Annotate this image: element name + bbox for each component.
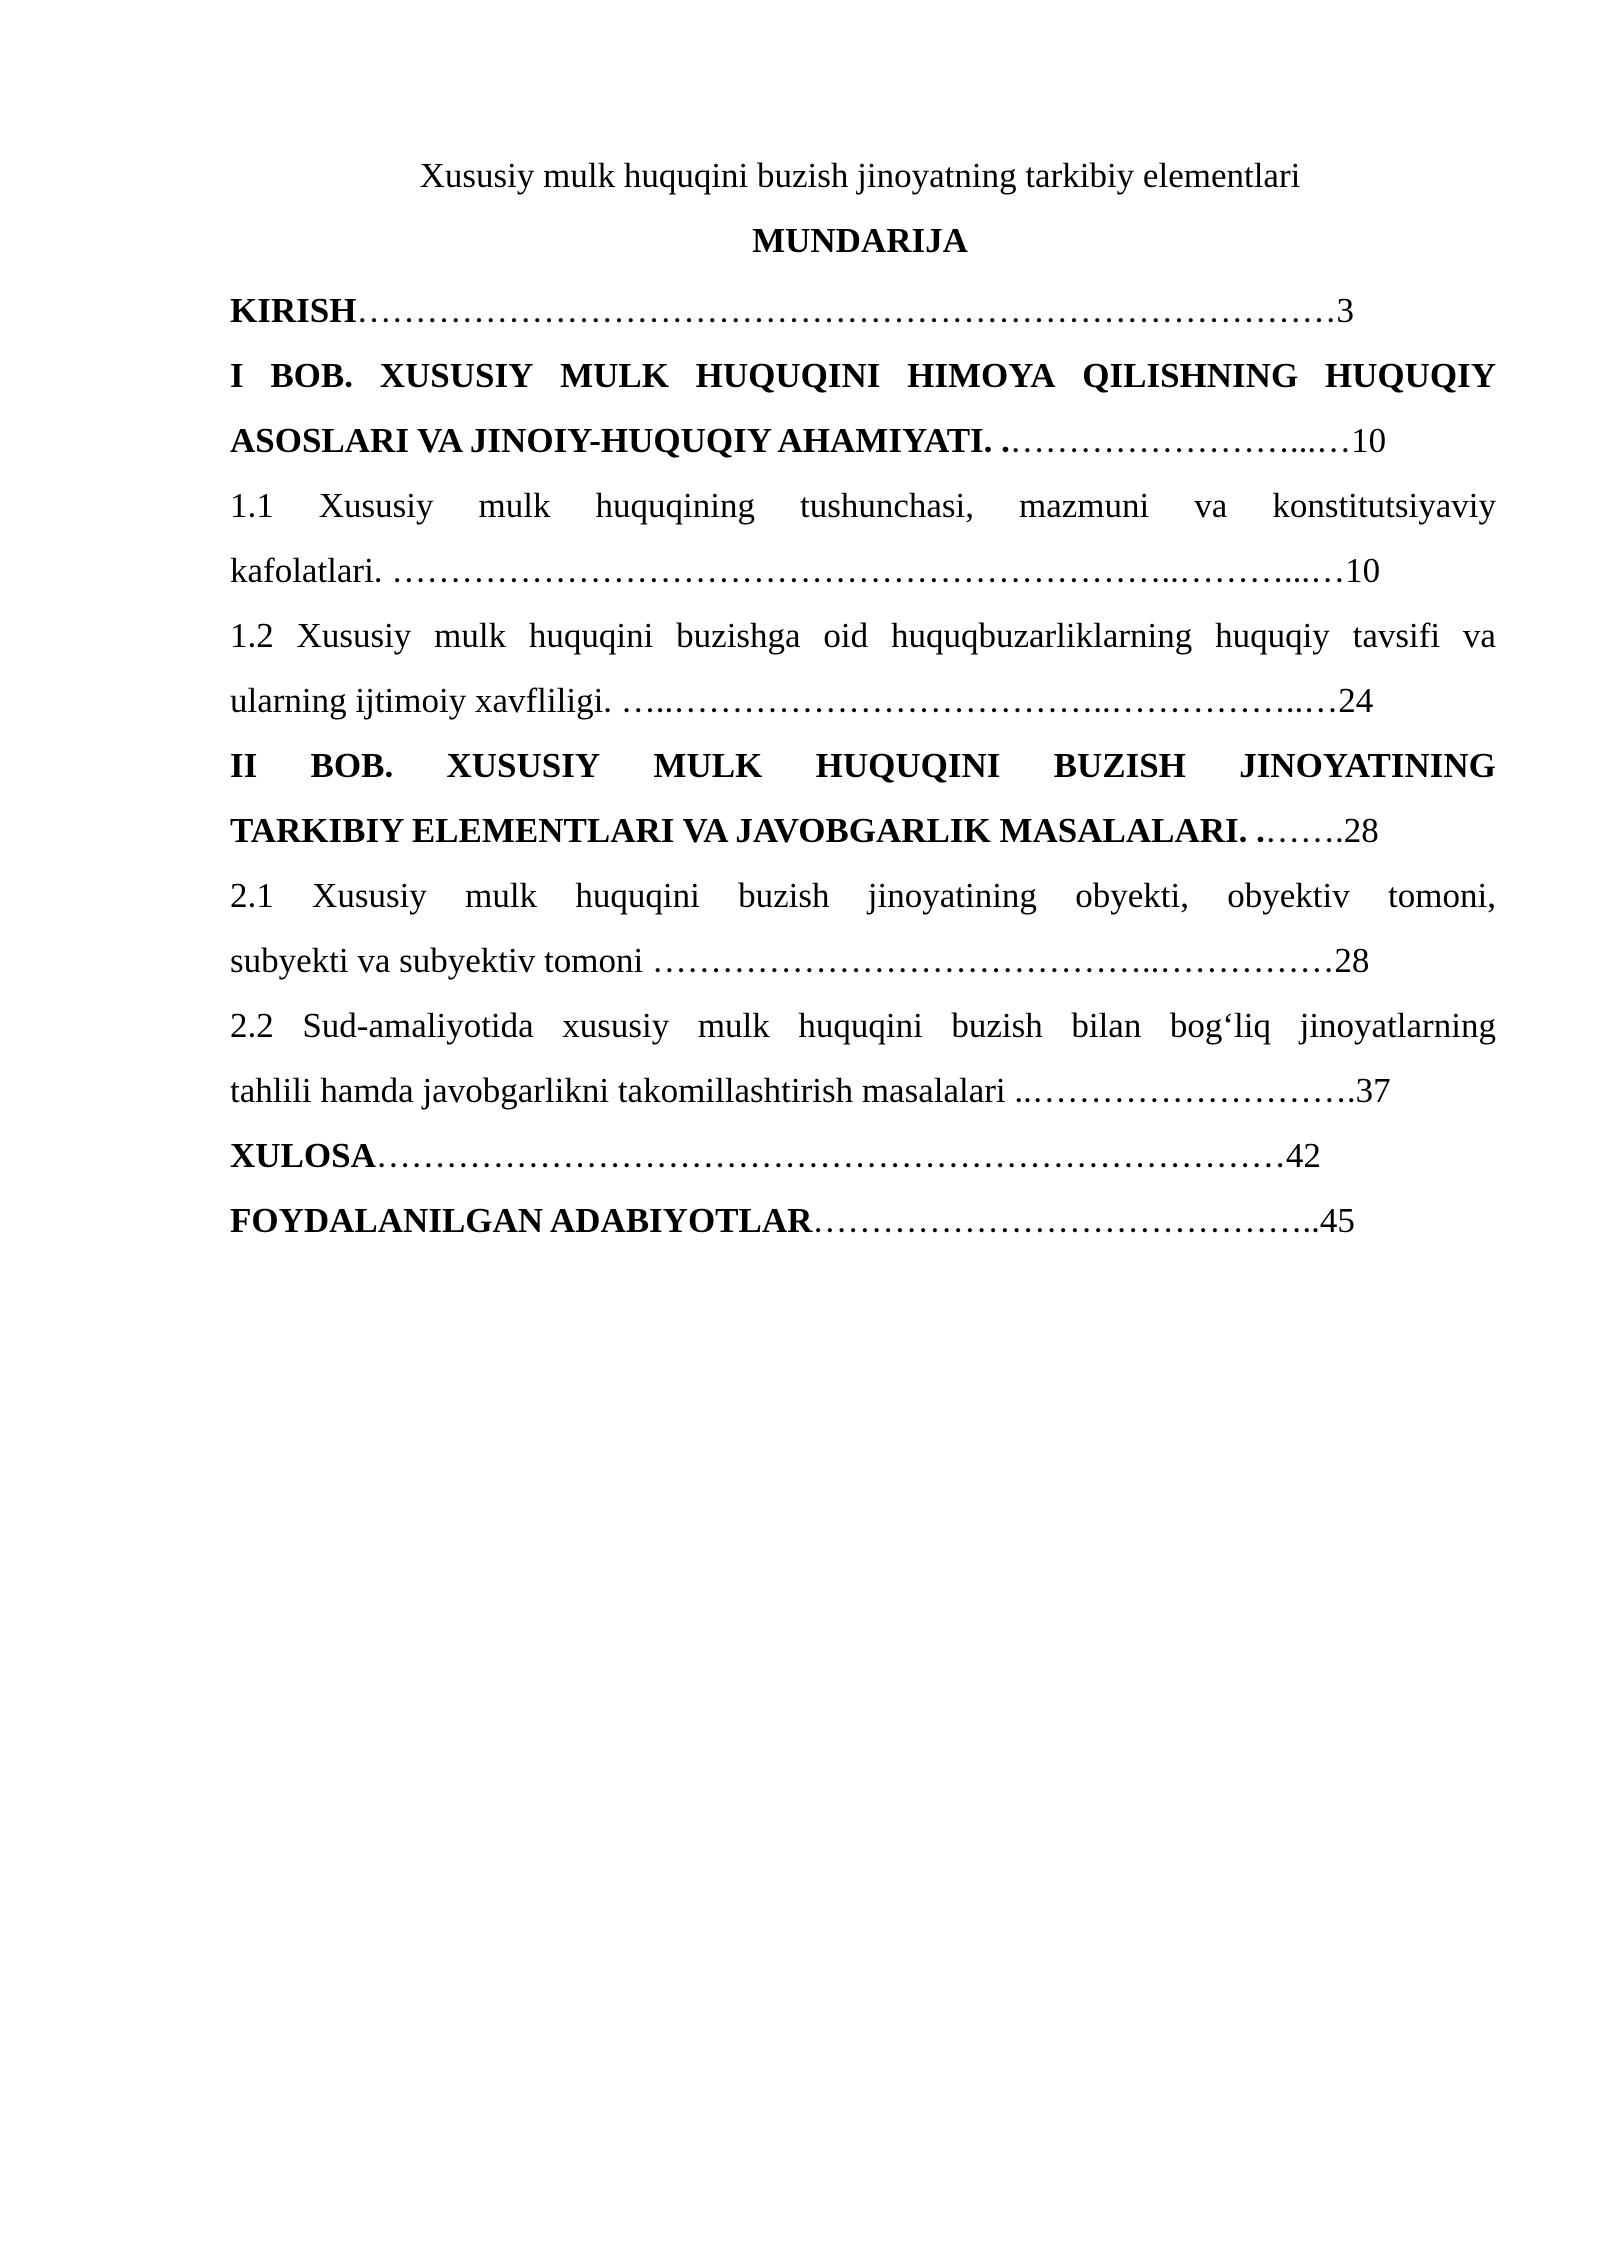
- toc-word: Xususiy: [296, 616, 412, 655]
- toc-page-number: 37: [1355, 1071, 1391, 1110]
- toc-word: BOB.: [310, 746, 394, 785]
- toc-word: 1.2: [230, 616, 274, 655]
- toc-word: huquqini: [798, 1006, 923, 1045]
- toc-word: mulk: [478, 486, 551, 525]
- document-title: Xususiy mulk huquqini buzish jinoyatning tarkibiy elementlari: [419, 156, 1301, 195]
- toc-word: huquqbuzarliklarning: [890, 616, 1193, 655]
- toc-leader: ………………………………..……………..…: [673, 681, 1339, 720]
- toc-word: QILISHNING: [1082, 356, 1299, 395]
- toc-page-number: 28: [1343, 811, 1379, 850]
- toc-entry-label: FOYDALANILGAN ADABIYOTLAR: [230, 1201, 813, 1240]
- toc-word: tavsifi: [1352, 616, 1441, 655]
- toc-word: Xususiy: [312, 876, 427, 915]
- toc-page-number: 45: [1319, 1201, 1355, 1240]
- toc-word: huquqining: [595, 486, 755, 525]
- toc-entry-1-2-line2: [230, 668, 1496, 733]
- toc-word: BOB.: [270, 356, 353, 395]
- toc-page-number: 28: [1334, 941, 1370, 980]
- toc-word: JINOYATINING: [1239, 746, 1496, 785]
- toc-page-number: 3: [1336, 291, 1354, 330]
- toc-leader: ……………………………………..: [812, 1201, 1320, 1240]
- toc-word: HIMOYA: [907, 356, 1056, 395]
- toc-word: tomoni,: [1388, 876, 1496, 915]
- toc-word: jinoyatlarning: [1299, 1006, 1496, 1045]
- toc-word: 2.2: [230, 1006, 274, 1045]
- toc-word: bog‘liq: [1169, 1006, 1272, 1045]
- toc-entry-2-2-line1: [230, 993, 1496, 1058]
- toc-entry-2-1-line2: [230, 928, 1496, 993]
- toc-word: oid: [823, 616, 869, 655]
- toc-leader: ……………………….: [1031, 1071, 1356, 1110]
- toc-leader: ……………………...…: [1009, 421, 1352, 460]
- toc-page-number: 10: [1351, 421, 1387, 460]
- toc-heading: MUNDARIJA: [752, 221, 968, 260]
- toc-word: va: [1462, 616, 1496, 655]
- toc-word: bilan: [1071, 1006, 1142, 1045]
- toc-word: mulk: [434, 616, 507, 655]
- toc-word: tushunchasi,: [799, 486, 974, 525]
- toc-entry-adabiyotlar: [230, 1188, 1496, 1253]
- toc-word: mulk: [465, 876, 538, 915]
- toc-entry-xulosa: [230, 1123, 1496, 1188]
- toc-word: buzish: [951, 1006, 1043, 1045]
- toc-word: xususiy: [562, 1006, 670, 1045]
- toc-word: BUZISH: [1053, 746, 1186, 785]
- toc-entry-1-2-line1: [230, 603, 1496, 668]
- toc-word: va: [1194, 486, 1228, 525]
- toc-word: konstitutsiyaviy: [1272, 486, 1496, 525]
- toc-leader: ……………………………………..……………: [651, 941, 1335, 980]
- toc-entry-label: kafolatlari.: [230, 551, 392, 590]
- toc-word: obyektiv: [1227, 876, 1350, 915]
- toc-word: jinoyatining: [867, 876, 1037, 915]
- toc-word: I: [230, 356, 244, 395]
- toc-word: Xususiy: [318, 486, 434, 525]
- toc-entry-1-1-line2: [230, 538, 1496, 603]
- toc-entry-2-1-line1: [230, 863, 1496, 928]
- toc-entry-bob2-line1: [230, 733, 1496, 798]
- toc-entry-label: ularning ijtimoiy xavfliligi. …..: [230, 681, 674, 720]
- toc-word: huquqini: [575, 876, 700, 915]
- toc-entry-bob1-line1: [230, 343, 1496, 408]
- toc-word: mazmuni: [1019, 486, 1150, 525]
- toc-word: Sud-amaliyotida: [302, 1006, 534, 1045]
- toc-entry-kirish: [230, 278, 1496, 343]
- toc-word: huquqini: [528, 616, 654, 655]
- toc-word: II: [230, 746, 258, 785]
- toc-word: HUQUQIY: [1324, 356, 1496, 395]
- toc-entry-2-2-line2: [230, 1058, 1496, 1123]
- toc-word: buzishga: [676, 616, 801, 655]
- toc-leader: …………………………………………………………………………: [356, 291, 1337, 330]
- toc-entry-label: TARKIBIY ELEMENTLARI VA JAVOBGARLIK MASALALARI. .: [230, 811, 1265, 850]
- toc-entry-label: XULOSA: [230, 1136, 376, 1175]
- toc-leader: ……………………………………………………………………: [375, 1136, 1286, 1175]
- toc-word: obyekti,: [1075, 876, 1189, 915]
- toc-word: buzish: [738, 876, 830, 915]
- table-of-contents: [230, 278, 1496, 1253]
- toc-entry-1-1-line1: [230, 473, 1496, 538]
- toc-page-number: 24: [1338, 681, 1374, 720]
- toc-word: HUQUQINI: [695, 356, 881, 395]
- toc-entry-label: subyekti va subyektiv tomoni: [230, 941, 652, 980]
- toc-leader: …….: [1264, 811, 1344, 850]
- toc-word: HUQUQINI: [815, 746, 1001, 785]
- toc-entry-label: KIRISH: [230, 291, 357, 330]
- toc-word: 1.1: [230, 486, 274, 525]
- toc-page-number: 42: [1285, 1136, 1321, 1175]
- toc-word: huquqiy: [1215, 616, 1330, 655]
- toc-word: XUSUSIY: [379, 356, 534, 395]
- toc-entry-bob2-line2: [230, 798, 1496, 863]
- toc-word: XUSUSIY: [446, 746, 601, 785]
- toc-entry-label: tahlili hamda javobgarlikni takomillashtirish masalalari ..: [230, 1071, 1032, 1110]
- toc-word: mulk: [697, 1006, 770, 1045]
- toc-word: 2.1: [230, 876, 274, 915]
- toc-page-number: 10: [1345, 551, 1381, 590]
- toc-leader: …………………………………………………………..………...…: [391, 551, 1346, 590]
- toc-word: MULK: [653, 746, 763, 785]
- toc-entry-label: ASOSLARI VA JINOIY-HUQUQIY AHAMIYATI. .: [230, 421, 1010, 460]
- toc-entry-bob1-line2: [230, 408, 1496, 473]
- toc-word: MULK: [560, 356, 669, 395]
